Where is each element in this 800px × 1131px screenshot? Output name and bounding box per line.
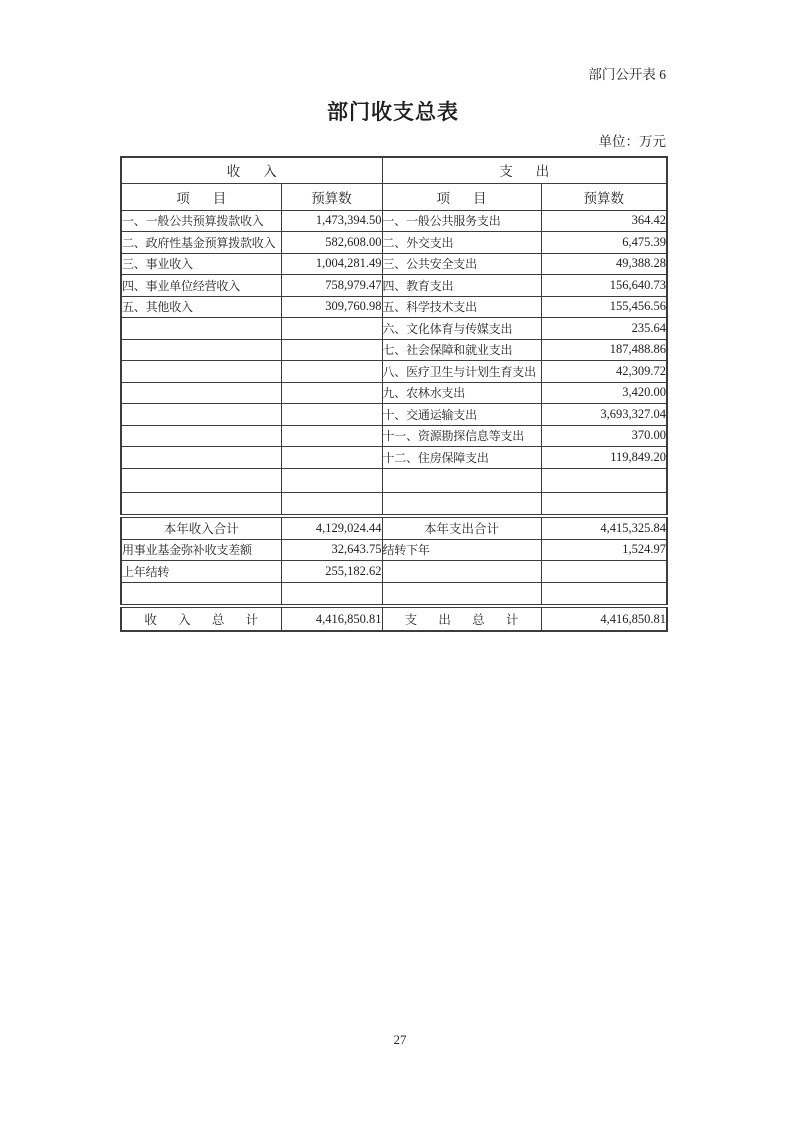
- expense-section-label: 支出: [499, 164, 573, 180]
- expense-value-cell: [541, 582, 667, 606]
- page-title: 部门收支总表: [327, 100, 459, 124]
- income-item-cell: 五、其他收入: [121, 296, 281, 318]
- income-item-cell: 三、事业收入: [121, 253, 281, 275]
- expense-item-cell: 十、交通运输支出: [382, 404, 541, 426]
- table-row: [121, 339, 667, 361]
- income-item-header-label: 项目: [176, 190, 250, 206]
- income-value-cell: 1,473,394.50: [281, 210, 382, 232]
- expense-value-cell: 42,309.72: [541, 361, 667, 383]
- income-item-cell: 四、事业单位经营收入: [121, 275, 281, 297]
- expense-value-cell: [541, 492, 667, 516]
- expense-item-cell: [382, 582, 541, 606]
- income-item-cell: [121, 382, 281, 404]
- table-row: [121, 447, 667, 469]
- total-label: 收入总计: [144, 613, 280, 627]
- income-value-cell: [281, 404, 382, 426]
- income-item-cell: 二、政府性基金预算拨款收入: [121, 232, 281, 254]
- income-value-cell: 4,416,850.81: [281, 606, 382, 631]
- table-row: [121, 253, 667, 275]
- income-budget-header: [281, 183, 382, 210]
- expense-value-cell: 155,456.56: [541, 296, 667, 318]
- income-section-label: 收入: [226, 164, 300, 180]
- expense-value-cell: 235.64: [541, 318, 667, 340]
- expense-value-cell: 1,524.97: [541, 539, 667, 561]
- income-item-cell: [121, 339, 281, 361]
- income-item-cell: [121, 582, 281, 606]
- income-value-cell: [281, 318, 382, 340]
- expense-value-cell: [541, 561, 667, 583]
- income-value-cell: [281, 339, 382, 361]
- column-header-row: [121, 183, 667, 210]
- expense-item-cell: 本年支出合计: [382, 516, 541, 539]
- table-row: [121, 318, 667, 340]
- income-item-cell: 用事业基金弥补收支差额: [121, 539, 281, 561]
- income-value-cell: [281, 361, 382, 383]
- table-row: [121, 561, 667, 583]
- table-row: [121, 539, 667, 561]
- expense-item-cell: 结转下年: [382, 539, 541, 561]
- income-item-header: [121, 183, 281, 210]
- expense-value-cell: 364.42: [541, 210, 667, 232]
- expense-value-cell: 119,849.20: [541, 447, 667, 469]
- table-row: [121, 275, 667, 297]
- income-item-cell: [121, 468, 281, 492]
- table-row: [121, 582, 667, 606]
- expense-item-header-label: 项目: [436, 190, 510, 206]
- income-item-cell: 本年收入合计: [121, 516, 281, 539]
- total-label: 支出总计: [404, 613, 540, 627]
- expense-item-cell: 十一、资源勘探信息等支出: [382, 425, 541, 447]
- table-row: [121, 210, 667, 232]
- table-row: [121, 232, 667, 254]
- expense-item-cell: 三、公共安全支出: [382, 253, 541, 275]
- expense-value-cell: 187,488.86: [541, 339, 667, 361]
- income-value-cell: 4,129,024.44: [281, 516, 382, 539]
- expense-value-cell: 156,640.73: [541, 275, 667, 297]
- expense-value-cell: 370.00: [541, 425, 667, 447]
- expense-item-cell: 七、社会保障和就业支出: [382, 339, 541, 361]
- expense-item-cell: 五、科学技术支出: [382, 296, 541, 318]
- income-value-cell: [281, 382, 382, 404]
- income-item-cell: [121, 361, 281, 383]
- table-row: [121, 404, 667, 426]
- expense-value-cell: [541, 468, 667, 492]
- income-value-cell: [281, 468, 382, 492]
- table-row: [121, 382, 667, 404]
- expense-item-cell: [382, 492, 541, 516]
- income-item-cell: 一、一般公共预算拨款收入: [121, 210, 281, 232]
- income-value-cell: 1,004,281.49: [281, 253, 382, 275]
- income-item-cell: [121, 318, 281, 340]
- expense-value-cell: 4,415,325.84: [541, 516, 667, 539]
- expense-item-cell: 八、医疗卫生与计划生育支出: [382, 361, 541, 383]
- table-row: [121, 468, 667, 492]
- income-item-cell: [121, 425, 281, 447]
- table-row: [121, 361, 667, 383]
- income-item-cell: 上年结转: [121, 561, 281, 583]
- unit-note: 单位：万元: [598, 134, 666, 149]
- table-row: [121, 516, 667, 539]
- income-item-cell: [121, 606, 281, 631]
- expense-section-header: [382, 157, 667, 183]
- income-value-cell: 758,979.47: [281, 275, 382, 297]
- expense-item-cell: 四、教育支出: [382, 275, 541, 297]
- income-value-cell: 32,643.75: [281, 539, 382, 561]
- income-value-cell: [281, 447, 382, 469]
- expense-item-cell: 六、文化体育与传媒支出: [382, 318, 541, 340]
- expense-item-header: [382, 183, 541, 210]
- expense-item-cell: [382, 606, 541, 631]
- page-number: 27: [393, 1032, 407, 1047]
- expense-value-cell: 3,693,327.04: [541, 404, 667, 426]
- table-row: [121, 492, 667, 516]
- expense-budget-header-label: 预算数: [583, 190, 624, 206]
- income-value-cell: [281, 492, 382, 516]
- document-content: [120, 0, 666, 632]
- income-value-cell: 582,608.00: [281, 232, 382, 254]
- expense-item-cell: [382, 468, 541, 492]
- income-value-cell: 255,182.62: [281, 561, 382, 583]
- expense-value-cell: 49,388.28: [541, 253, 667, 275]
- expense-item-cell: 二、外交支出: [382, 232, 541, 254]
- table-row: [121, 606, 667, 631]
- expense-item-cell: [382, 561, 541, 583]
- expense-value-cell: 6,475.39: [541, 232, 667, 254]
- expense-value-cell: 4,416,850.81: [541, 606, 667, 631]
- budget-summary-table: [120, 156, 668, 632]
- income-item-cell: [121, 404, 281, 426]
- income-budget-header-label: 预算数: [311, 190, 352, 206]
- expense-item-cell: 一、一般公共服务支出: [382, 210, 541, 232]
- expense-value-cell: 3,420.00: [541, 382, 667, 404]
- doc-label: 部门公开表 6: [588, 67, 666, 82]
- income-item-cell: [121, 492, 281, 516]
- income-item-cell: [121, 447, 281, 469]
- expense-item-cell: 十二、住房保障支出: [382, 447, 541, 469]
- income-value-cell: [281, 582, 382, 606]
- expense-budget-header: [541, 183, 667, 210]
- table-row: [121, 296, 667, 318]
- income-section-header: [121, 157, 382, 183]
- section-header-row: [121, 157, 667, 183]
- table-row: [121, 425, 667, 447]
- expense-item-cell: 九、农林水支出: [382, 382, 541, 404]
- income-value-cell: 309,760.98: [281, 296, 382, 318]
- income-value-cell: [281, 425, 382, 447]
